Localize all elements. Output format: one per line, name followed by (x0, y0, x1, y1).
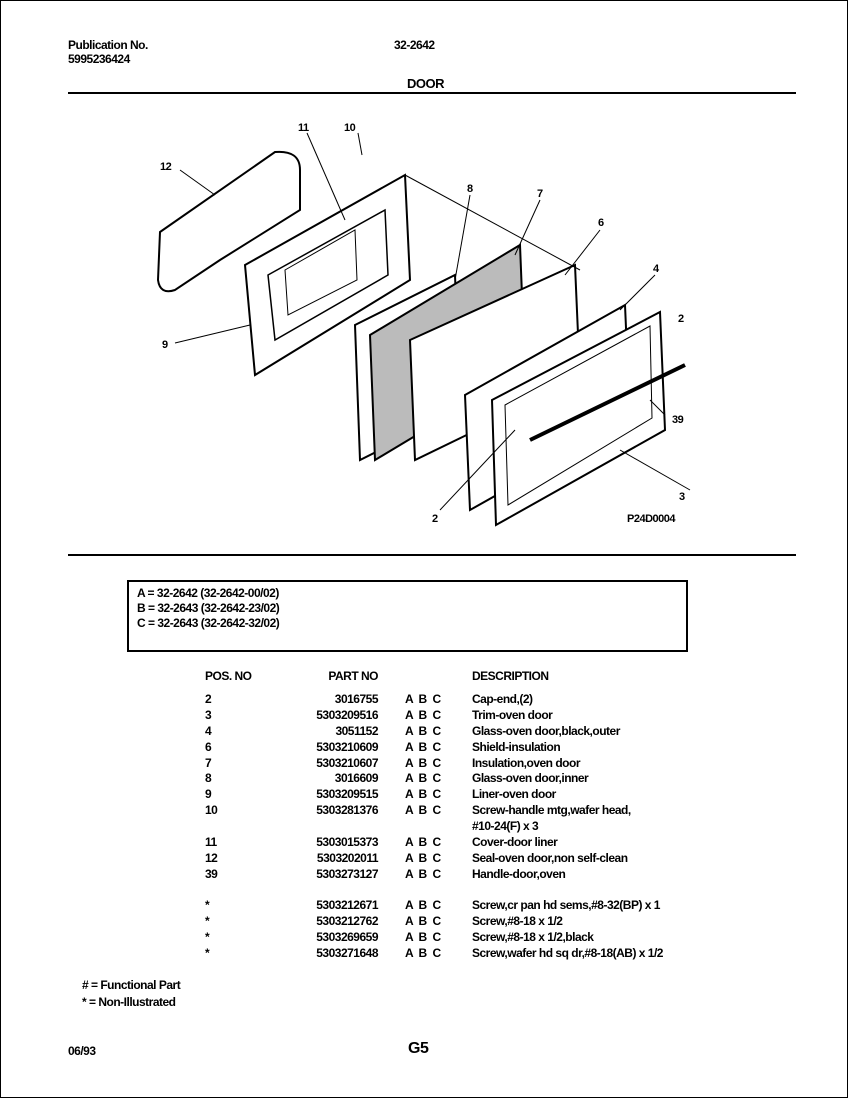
part-cell: 3016609 (334, 771, 378, 785)
models-cell: A B C (405, 867, 441, 881)
part-cell: 5303210607 (316, 756, 378, 770)
pos-cell: * (205, 914, 210, 928)
part-cell: 5303273127 (316, 867, 378, 881)
models-cell: A B C (405, 898, 441, 912)
desc-cell: Screw,#8-18 x 1/2 (472, 914, 563, 928)
desc-cell: Cover-door liner (472, 835, 558, 849)
callout-2-lower: 2 (432, 513, 438, 525)
models-cell: A B C (405, 708, 441, 722)
pos-cell: 3 (205, 708, 212, 722)
callout-11: 11 (298, 122, 309, 134)
part-cell: 5303210609 (316, 740, 378, 754)
part-cell: 5303209515 (316, 787, 378, 801)
models-cell: A B C (405, 740, 441, 754)
part-cell: 5303212671 (316, 898, 378, 912)
table-row (0, 756, 848, 772)
models-cell: A B C (405, 835, 441, 849)
part-cell: 5303212762 (316, 914, 378, 928)
desc-cell: Cap-end,(2) (472, 692, 533, 706)
callout-8: 8 (467, 183, 473, 195)
table-row (0, 787, 848, 803)
pos-cell: * (205, 946, 210, 960)
header-pos: POS. NO (205, 669, 252, 683)
desc-cell: Liner-oven door (472, 787, 556, 801)
callout-6: 6 (598, 217, 604, 229)
publication-number: 5995236424 (68, 52, 130, 66)
table-header (0, 669, 848, 685)
callout-39: 39 (672, 414, 684, 426)
callout-3: 3 (679, 491, 685, 503)
desc-cell: Trim-oven door (472, 708, 553, 722)
note-non-illustrated: * = Non-Illustrated (82, 995, 176, 1009)
callout-12: 12 (160, 161, 172, 173)
part-cell: 5303269659 (316, 930, 378, 944)
desc-cell: Handle-door,oven (472, 867, 566, 881)
pos-cell: 6 (205, 740, 212, 754)
table-row (0, 946, 848, 962)
models-cell: A B C (405, 851, 441, 865)
pos-cell: 7 (205, 756, 212, 770)
table-row (0, 867, 848, 883)
model-c: C = 32-2643 (32-2642-32/02) (137, 616, 280, 630)
exploded-door-diagram (0, 100, 848, 540)
table-row (0, 819, 848, 835)
pos-cell: * (205, 930, 210, 944)
desc-cell: Screw,wafer hd sq dr,#8-18(AB) x 1/2 (472, 946, 663, 960)
part-cell: 5303271648 (316, 946, 378, 960)
part-cell: 5303281376 (316, 803, 378, 817)
model-a: A = 32-2642 (32-2642-00/02) (137, 586, 279, 600)
models-cell: A B C (405, 946, 441, 960)
table-row (0, 898, 848, 914)
part-cell: 5303202011 (316, 851, 378, 865)
pos-cell: 12 (205, 851, 218, 865)
desc-cell: Screw-handle mtg,wafer head, (472, 803, 631, 817)
pos-cell: 8 (205, 771, 212, 785)
table-row (0, 724, 848, 740)
table-row (0, 835, 848, 851)
desc-cell: Screw,cr pan hd sems,#8-32(BP) x 1 (472, 898, 660, 912)
note-functional: # = Functional Part (82, 978, 181, 992)
callout-7: 7 (537, 188, 543, 200)
models-cell: A B C (405, 787, 441, 801)
models-cell: A B C (405, 692, 441, 706)
pos-cell: 11 (205, 835, 217, 849)
table-row (0, 803, 848, 819)
part-cell: 5303015373 (316, 835, 378, 849)
desc-cell: Glass-oven door,inner (472, 771, 589, 785)
seal-part (158, 152, 300, 291)
header-rule (68, 92, 796, 94)
callout-4: 4 (653, 263, 659, 275)
diagram-rule (68, 554, 796, 556)
model-number: 32-2642 (394, 38, 435, 52)
models-cell: A B C (405, 756, 441, 770)
desc-cell: Shield-insulation (472, 740, 561, 754)
publication-label: Publication No. (68, 38, 148, 52)
callout-9: 9 (162, 339, 168, 351)
models-cell: A B C (405, 803, 441, 817)
models-cell: A B C (405, 771, 441, 785)
model-legend-box (127, 580, 688, 652)
callout-2-upper: 2 (678, 313, 684, 325)
pos-cell: * (205, 898, 210, 912)
table-row (0, 914, 848, 930)
table-row (0, 708, 848, 724)
desc-cell: #10-24(F) x 3 (472, 819, 539, 833)
part-cell: 5303209516 (316, 708, 378, 722)
section-title: DOOR (407, 76, 444, 91)
table-row (0, 851, 848, 867)
table-row (0, 771, 848, 787)
desc-cell: Screw,#8-18 x 1/2,black (472, 930, 594, 944)
part-cell: 3016755 (334, 692, 378, 706)
page-number: G5 (408, 1040, 429, 1057)
footer-date: 06/93 (68, 1044, 96, 1058)
desc-cell: Glass-oven door,black,outer (472, 724, 620, 738)
callout-10: 10 (344, 122, 356, 134)
pos-cell: 2 (205, 692, 212, 706)
desc-cell: Insulation,oven door (472, 756, 581, 770)
pos-cell: 4 (205, 724, 212, 738)
models-cell: A B C (405, 724, 441, 738)
pos-cell: 10 (205, 803, 218, 817)
models-cell: A B C (405, 914, 441, 928)
header-desc: DESCRIPTION (472, 669, 549, 683)
models-cell: A B C (405, 930, 441, 944)
header-part: PART NO (328, 669, 378, 683)
model-b: B = 32-2643 (32-2642-23/02) (137, 601, 280, 615)
desc-cell: Seal-oven door,non self-clean (472, 851, 628, 865)
table-row (0, 740, 848, 756)
pos-cell: 39 (205, 867, 218, 881)
figure-id: P24D0004 (627, 513, 675, 525)
table-row (0, 692, 848, 708)
table-row (0, 930, 848, 946)
part-cell: 3051152 (335, 724, 378, 738)
pos-cell: 9 (205, 787, 212, 801)
